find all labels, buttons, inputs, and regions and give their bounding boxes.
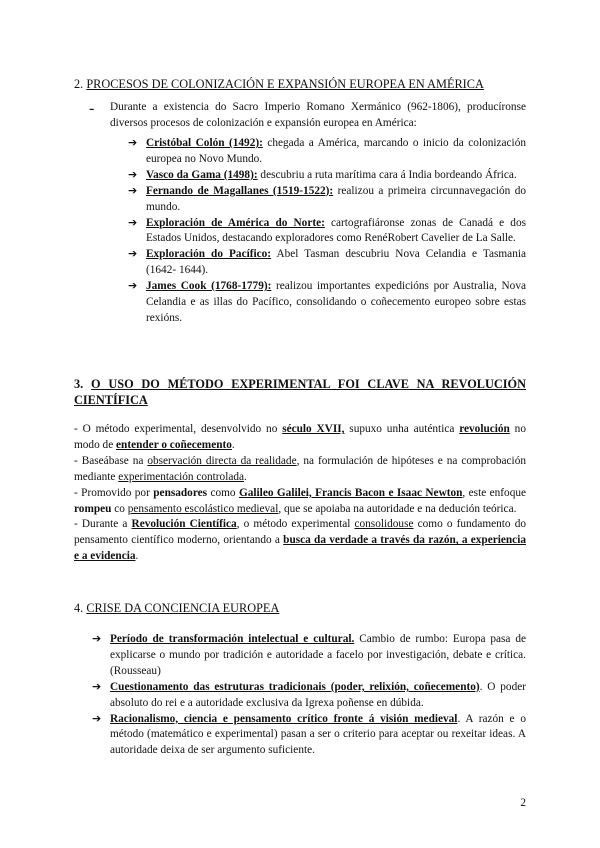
section-4-heading: 4. CRISE DA CONCIENCIA EUROPEA xyxy=(74,601,280,615)
arrow-icon: ➔ xyxy=(128,215,138,229)
paragraph: - O método experimental, desenvolvido no século XVII, supuxo unha auténtica revolución no modo de entender o coñecemento. xyxy=(74,423,526,451)
paragraph: - Durante a Revolución Científica, o método experimental consolidouse como o fundamento do pensamento científico moderno, orientando a busca da verdade a través da razón, a experiencia e a evidencia. xyxy=(74,518,526,563)
arrow-icon: ➔ xyxy=(128,136,138,149)
list-item: ➔ Período de transformación intelectual e cultural. Cambio de rumbo: Europa pasa de explicarse o mundo por tradición e autoridade a facelo por investigación, debate e crítica. (Rousseau) xyxy=(92,632,526,677)
list-item: ➔ James Cook (1768-1779): realizou importantes expedicións por Australia, Nova Celandia e as illas do Pacífico, consolidando o coñecemento europeo sobre estas rexións. xyxy=(128,279,526,324)
arrow-icon: ➔ xyxy=(92,632,102,645)
arrow-icon: ➔ xyxy=(128,167,138,181)
section-2-heading: 2. PROCESOS DE COLONIZACIÓN E EXPANSIÓN EUROPEA EN AMÉRICA xyxy=(74,77,484,91)
paragraph: - Baseábase na observación directa da realidade, na formulación de hipóteses e na comprobación mediante experimentación controlada. xyxy=(74,454,526,483)
list-item: ➔ Racionalismo, ciencia e pensamento crítico fronte á visión medieval. A razón e o método (matemático e experimental) pasan a ser o criterio para aceptar ou rexeitar ideas. A autoridade deixa de ser argumento suficiente. xyxy=(92,711,526,757)
paragraph: - Promovido por pensadores como Galileo Galilei, Francis Bacon e Isaac Newton, este enfoque rompeu co pensamento escolástico medieval, que se apoiaba na autoridade e na dedución teórica. xyxy=(74,486,527,515)
page-number: 2 xyxy=(520,797,526,809)
list-item: ➔ Cristóbal Colón (1492): chegada a América, marcando o inicio da colonización europea no Novo Mundo. xyxy=(128,136,526,165)
section-2-intro: - Durante a existencia do Sacro Imperio Romano Xermánico (962-1806), producíronse diversos procesos de colonización e expansión europea en América: xyxy=(89,100,526,129)
section-2-list xyxy=(128,136,526,327)
arrow-icon: ➔ xyxy=(128,279,138,293)
section-3-heading: 3. O USO DO MÉTODO EXPERIMENTAL FOI CLAVE NA REVOLUCIÓN CIENTÍFICA xyxy=(74,377,526,407)
list-item: ➔ Exploración de América do Norte: cartografiáronse zonas de Canadá e dos Estados Unidos, destacando exploradores como RenéRobert Cavelier de La Salle. xyxy=(128,215,526,245)
arrow-icon: ➔ xyxy=(92,679,102,693)
list-item: ➔ Vasco da Gama (1498): descubriu a ruta marítima cara á India bordeando África. xyxy=(128,167,517,181)
list-item: ➔ Fernando de Magallanes (1519-1522): realizou a primeira circunnavegación do mundo. xyxy=(128,183,526,213)
arrow-icon: ➔ xyxy=(128,183,138,197)
arrow-icon: ➔ xyxy=(128,247,138,261)
arrow-icon: ➔ xyxy=(92,711,102,725)
list-item: ➔ Exploración do Pacífico: Abel Tasman descubriu Nova Celandia e Tasmania (1642- 1644). xyxy=(128,247,526,277)
section-4-list xyxy=(92,632,526,759)
list-item: ➔ Cuestionamento das estruturas tradicionais (poder, relixión, coñecemento). O poder absoluto do rei e a autoridade exclusiva da Igrexa poñense en dúbida. xyxy=(92,679,526,709)
section-3-body xyxy=(74,422,526,565)
